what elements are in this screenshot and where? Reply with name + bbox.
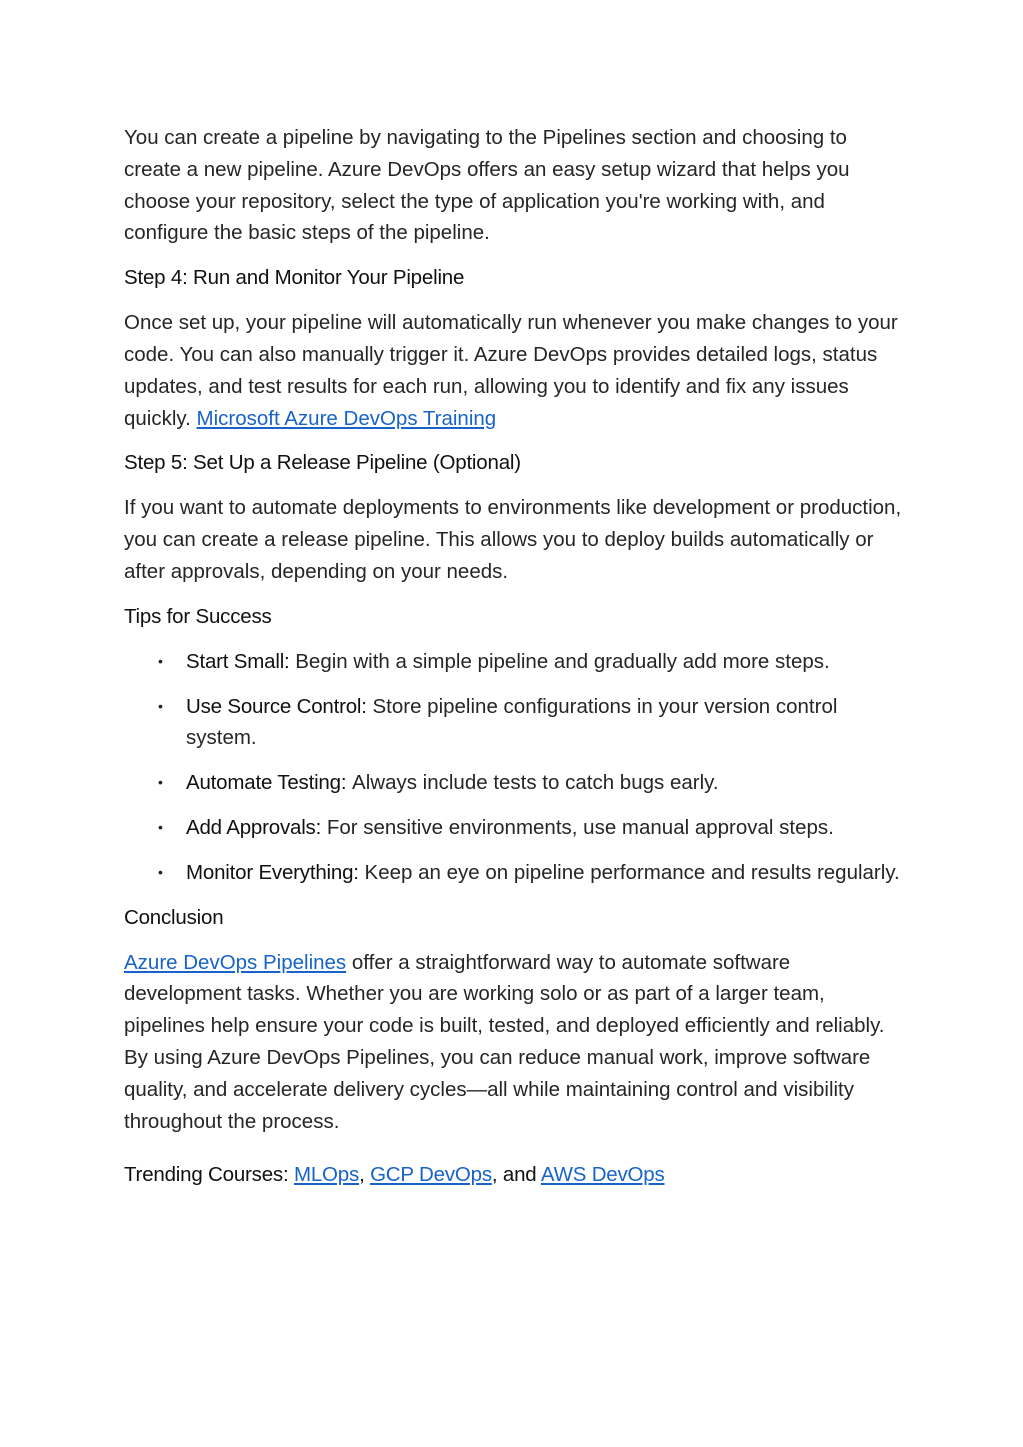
list-item xyxy=(124,767,904,799)
tip-term: Monitor Everything: xyxy=(186,860,359,884)
trending-courses xyxy=(124,1159,904,1190)
list-item xyxy=(124,646,904,678)
list-item xyxy=(124,812,904,844)
conclusion-text: offer a straightforward way to automate software development tasks. Whether you are working solo or as part of a larger team, pipelines help ensure your code is built, tested, and deployed efficiently and reliably. By using Azure DevOps Pipelines, you can reduce manual work, improve software quality, and accelerate delivery cycles—all while maintaining control and visibility throughout the process. xyxy=(124,950,885,1133)
list-item xyxy=(124,691,904,755)
tip-term: Add Approvals: xyxy=(186,815,322,839)
step4-text: Once set up, your pipeline will automatically run whenever you make changes to your code. You can also manually trigger it. Azure DevOps provides detailed logs, status updates, and test results for each run, allowing you to identify and fix any issues quickly. xyxy=(124,311,898,430)
tip-description: Begin with a simple pipeline and gradually add more steps. xyxy=(295,649,830,673)
bullet-icon: • xyxy=(158,774,163,791)
trending-separator: , and xyxy=(491,1163,537,1187)
azure-devops-pipelines-link[interactable]: Azure DevOps Pipelines xyxy=(124,950,347,974)
trending-label: Trending Courses: xyxy=(124,1163,289,1187)
tips-list xyxy=(124,646,904,889)
tip-term: Use Source Control: xyxy=(186,694,367,718)
step5-paragraph: If you want to automate deployments to environments like development or production, you can create a release pipeline. This allows you to deploy builds automatically or after approvals, depending on your needs. xyxy=(124,496,902,583)
tips-heading: Tips for Success xyxy=(124,604,272,628)
tip-description: Always include tests to catch bugs early. xyxy=(352,771,719,795)
trending-separator: , xyxy=(359,1163,365,1187)
mlops-link[interactable]: MLOps xyxy=(293,1163,360,1187)
tip-description: For sensitive environments, use manual approval steps. xyxy=(326,815,834,839)
document-page xyxy=(124,122,904,1190)
step5-heading: Step 5: Set Up a Release Pipeline (Optional) xyxy=(124,451,521,475)
bullet-icon: • xyxy=(158,652,163,669)
azure-devops-training-link[interactable]: Microsoft Azure DevOps Training xyxy=(196,406,497,430)
bullet-icon: • xyxy=(158,697,163,714)
conclusion-paragraph xyxy=(124,947,904,1138)
tip-term: Start Small: xyxy=(186,649,290,673)
tip-term: Automate Testing: xyxy=(186,771,347,795)
intro-paragraph: You can create a pipeline by navigating to the Pipelines section and choosing to create a new pipeline. Azure DevOps offers an easy setup wizard that helps you choose your repository, select the type of application you're working with, and configure the basic steps of the pipeline. xyxy=(124,126,850,245)
list-item xyxy=(124,857,904,889)
tip-description: Keep an eye on pipeline performance and results regularly. xyxy=(364,860,900,884)
conclusion-heading: Conclusion xyxy=(124,905,224,929)
bullet-icon: • xyxy=(158,863,163,880)
bullet-icon: • xyxy=(158,818,163,835)
step4-paragraph xyxy=(124,307,904,434)
step4-heading: Step 4: Run and Monitor Your Pipeline xyxy=(124,266,465,290)
aws-devops-link[interactable]: AWS DevOps xyxy=(540,1163,665,1187)
gcp-devops-link[interactable]: GCP DevOps xyxy=(370,1163,492,1187)
tip-description: Store pipeline configurations in your version control system. xyxy=(186,694,838,750)
